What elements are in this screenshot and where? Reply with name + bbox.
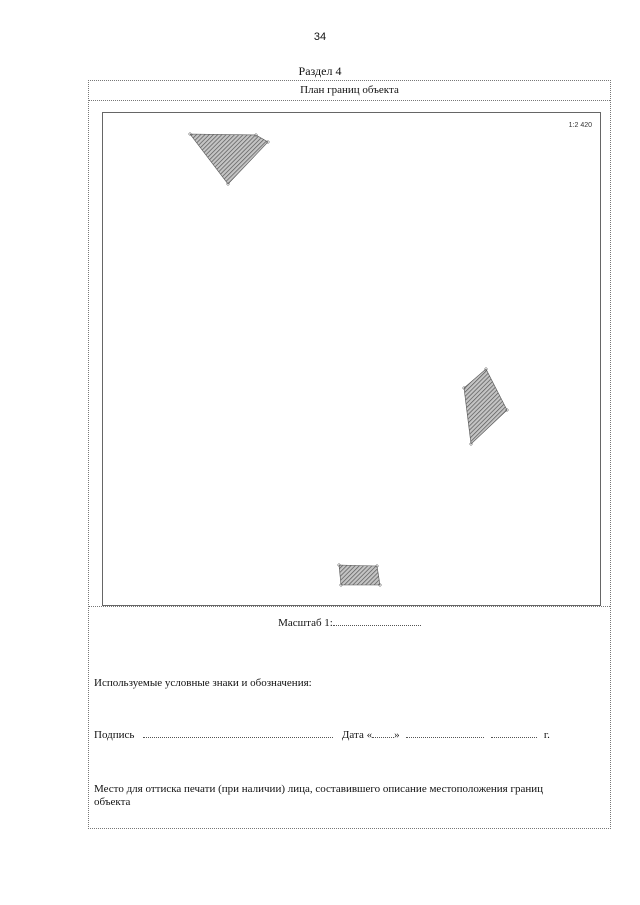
- date-month-field[interactable]: [406, 727, 484, 738]
- signature-row: [94, 727, 550, 741]
- document-frame: [88, 80, 611, 829]
- year-suffix: г.: [543, 729, 550, 741]
- date-label: Дата «: [341, 729, 373, 741]
- date-year-field[interactable]: [491, 727, 537, 738]
- map-scale-label: 1:2 420: [568, 122, 592, 129]
- stamp-place-text: Место для оттиска печати (при наличии) лица, составившего описание местоположения границ объекта: [94, 783, 544, 808]
- map-divider: [89, 606, 610, 607]
- frame-header: План границ объекта: [89, 81, 610, 101]
- parcel-1: [189, 133, 270, 186]
- signature-field[interactable]: [143, 727, 333, 738]
- section-title: Раздел 4: [298, 64, 342, 78]
- parcel-3: [338, 564, 382, 587]
- legend-label: Используемые условные знаки и обозначения:: [94, 677, 312, 689]
- signature-label: Подпись: [94, 729, 135, 741]
- boundary-plan-map: [102, 112, 601, 606]
- scale-line: [89, 615, 610, 629]
- parcel-2: [463, 368, 509, 446]
- page-number: 34: [313, 31, 327, 43]
- date-close-quote: »: [394, 729, 400, 741]
- scale-value-field[interactable]: [333, 615, 421, 626]
- date-day-field[interactable]: [372, 727, 394, 738]
- map-drawing: [103, 113, 600, 605]
- scale-label: Масштаб 1:: [278, 617, 333, 629]
